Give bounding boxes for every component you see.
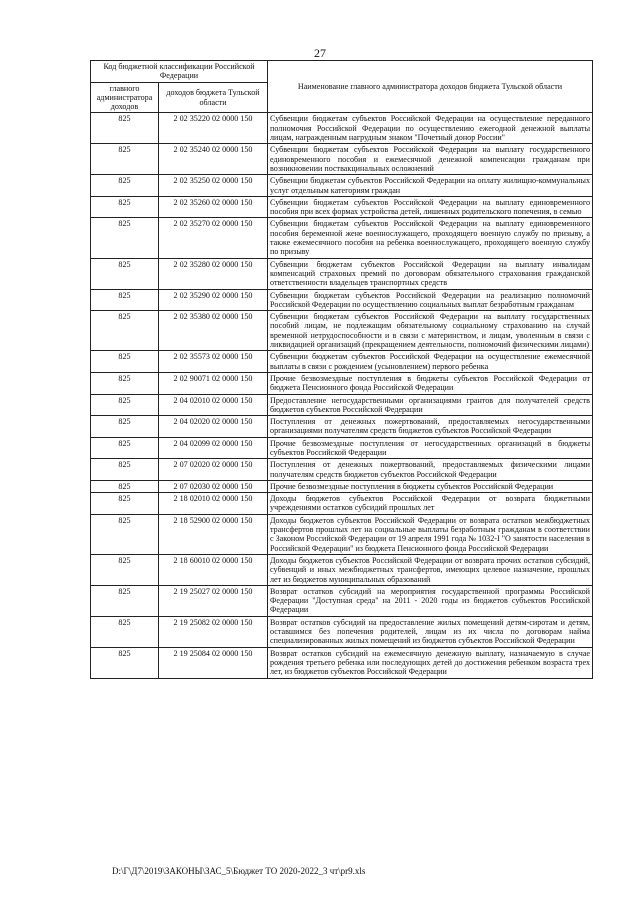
revenue-name-cell: Доходы бюджетов субъектов Российской Федерации от возврата бюджетными учреждениями остатков субсидий прошлых лет (268, 493, 593, 515)
revenue-name-cell: Субвенции бюджетам субъектов Российской Федерации на выплату инвалидам компенсаций страховых премий по договорам обязательного страхования гражданской ответственности владельцев транспортных средств (268, 258, 593, 289)
budget-code-cell: 2 19 25082 02 0000 150 (159, 616, 268, 647)
revenue-name-cell: Возврат остатков субсидий на ежемесячную денежную выплату, назначаемую в случае рождения третьего ребенка или последующих детей до достижения ребенком возраста трех лет, из бюджетов субъектов Российской Федерации (268, 647, 593, 678)
revenue-name-cell: Предоставление негосударственными организациями грантов для получателей средств бюджетов субъектов Российской Федерации (268, 394, 593, 416)
admin-code-cell: 825 (91, 258, 159, 289)
table-header (91, 61, 593, 113)
table-row (91, 144, 593, 175)
admin-code-cell: 825 (91, 647, 159, 678)
file-path-footer: D:\Г\Д7\2019\ЗАКОНЫ\ЗАС_5\Бюджет ТО 2020-2022_3 чт\pr9.xls (112, 866, 366, 876)
table-row (91, 514, 593, 554)
budget-code-cell: 2 02 90071 02 0000 150 (159, 372, 268, 394)
budget-code-cell: 2 18 02010 02 0000 150 (159, 493, 268, 515)
header-group: Код бюджетной классификации Российской Федерации (91, 61, 268, 83)
admin-code-cell: 825 (91, 144, 159, 175)
revenue-name-cell: Доходы бюджетов субъектов Российской Федерации от возврата остатков межбюджетных трансфертов прошлых лет на социальные выплаты безработным гражданам в соответствии с Законом Российской Федерации от 19 апреля 1991 года № 1032-I "О занятости населения в Российской Федерации" из бюджета Пенсионного фонда Российской Федерации (268, 514, 593, 554)
admin-code-cell: 825 (91, 554, 159, 585)
page-number: 27 (314, 46, 326, 60)
revenue-name-cell: Возврат остатков субсидий на предоставление жилых помещений детям-сиротам и детям, оставшимся без попечения родителей, лицам из их числа по договорам найма специализированных жилых помещений из бюджетов субъектов Российской Федерации (268, 616, 593, 647)
admin-code-cell: 825 (91, 311, 159, 351)
revenue-name-cell: Субвенции бюджетам субъектов Российской Федерации на выплату государственного единовременного пособия и ежемесячной денежной компенсации гражданам при возникновении поствакцинальных осложнений (268, 144, 593, 175)
budget-code-cell: 2 02 35380 02 0000 150 (159, 311, 268, 351)
admin-code-cell: 825 (91, 196, 159, 218)
admin-code-cell: 825 (91, 437, 159, 459)
table-row (91, 351, 593, 373)
table-row (91, 480, 593, 492)
table-row (91, 218, 593, 258)
admin-code-cell: 825 (91, 416, 159, 438)
budget-code-cell: 2 02 35260 02 0000 150 (159, 196, 268, 218)
table-row (91, 437, 593, 459)
budget-code-cell: 2 07 02030 02 0000 150 (159, 480, 268, 492)
budget-code-cell: 2 19 25084 02 0000 150 (159, 647, 268, 678)
header-name: Наименование главного администратора доходов бюджета Тульской области (268, 61, 593, 113)
table-row (91, 416, 593, 438)
table-body (91, 113, 593, 678)
admin-code-cell: 825 (91, 218, 159, 258)
revenue-name-cell: Прочие безвозмездные поступления от негосударственных организаций в бюджеты субъектов Российской Федерации (268, 437, 593, 459)
admin-code-cell: 825 (91, 585, 159, 616)
admin-code-cell: 825 (91, 289, 159, 311)
table-row (91, 585, 593, 616)
revenue-name-cell: Доходы бюджетов субъектов Российской Федерации от возврата прочих остатков субсидий, субвенций и иных межбюджетных трансфертов, имеющих целевое назначение, прошлых лет из бюджетов муниципальных образований (268, 554, 593, 585)
table-row (91, 175, 593, 197)
admin-code-cell: 825 (91, 480, 159, 492)
admin-code-cell: 825 (91, 394, 159, 416)
revenue-name-cell: Субвенции бюджетам субъектов Российской Федерации на выплату единовременного пособия беременной жене военнослужащего, проходящего военную службу по призыву, а также ежемесячного пособия на ребенка военнослужащего, проходящего военную службу по призыву (268, 218, 593, 258)
budget-code-cell: 2 02 35290 02 0000 150 (159, 289, 268, 311)
budget-code-cell: 2 02 35220 02 0000 150 (159, 113, 268, 144)
budget-code-cell: 2 02 35280 02 0000 150 (159, 258, 268, 289)
budget-code-cell: 2 02 35250 02 0000 150 (159, 175, 268, 197)
revenue-name-cell: Субвенции бюджетам субъектов Российской Федерации на осуществление переданного полномочия Российской Федерации по осуществлению ежегодной денежной выплаты лицам, награжденным нагрудным знаком "Почетный донор России" (268, 113, 593, 144)
revenue-name-cell: Прочие безвозмездные поступления в бюджеты субъектов Российской Федерации (268, 480, 593, 492)
admin-code-cell: 825 (91, 113, 159, 144)
budget-code-cell: 2 07 02020 02 0000 150 (159, 459, 268, 481)
revenue-name-cell: Субвенции бюджетам субъектов Российской Федерации на реализацию полномочий Российской Федерации по осуществлению социальных выплат безработным гражданам (268, 289, 593, 311)
table-row (91, 493, 593, 515)
table-row (91, 311, 593, 351)
table-row (91, 113, 593, 144)
admin-code-cell: 825 (91, 459, 159, 481)
revenue-name-cell: Поступления от денежных пожертвований, предоставляемых физическими лицами получателям средств бюджетов субъектов Российской Федерации (268, 459, 593, 481)
table-row (91, 394, 593, 416)
table-row (91, 372, 593, 394)
table-row (91, 196, 593, 218)
admin-code-cell: 825 (91, 175, 159, 197)
admin-code-cell: 825 (91, 372, 159, 394)
budget-code-cell: 2 19 25027 02 0000 150 (159, 585, 268, 616)
revenue-admin-table (90, 60, 593, 679)
table-row (91, 554, 593, 585)
admin-code-cell: 825 (91, 616, 159, 647)
header-code: доходов бюджета Тульской области (159, 82, 268, 113)
table-row (91, 616, 593, 647)
revenue-name-cell: Субвенции бюджетам субъектов Российской Федерации на выплату единовременного пособия при всех формах устройства детей, лишенных родительского попечения, в семью (268, 196, 593, 218)
table-row (91, 289, 593, 311)
budget-code-cell: 2 04 02020 02 0000 150 (159, 416, 268, 438)
revenue-name-cell: Субвенции бюджетам субъектов Российской Федерации на выплату государственных пособий лицам, не подлежащим обязательному социальному страхованию на случай временной нетрудоспособности и в связи с материнством, и лицам, уволенным в связи с ликвидацией организаций (прекращением деятельности, полномочий физическими лицами) (268, 311, 593, 351)
table-row (91, 459, 593, 481)
revenue-name-cell: Субвенции бюджетам субъектов Российской Федерации на осуществление ежемесячной выплаты в связи с рождением (усыновлением) первого ребенка (268, 351, 593, 373)
admin-code-cell: 825 (91, 514, 159, 554)
budget-code-cell: 2 18 60010 02 0000 150 (159, 554, 268, 585)
revenue-name-cell: Прочие безвозмездные поступления в бюджеты субъектов Российской Федерации от бюджета Пенсионного фонда Российской Федерации (268, 372, 593, 394)
revenue-name-cell: Субвенции бюджетам субъектов Российской Федерации на оплату жилищно-коммунальных услуг отдельным категориям граждан (268, 175, 593, 197)
revenue-name-cell: Возврат остатков субсидий на мероприятия государственной программы Российской Федерации "Доступная среда" на 2011 - 2020 годы из бюджетов субъектов Российской Федерации (268, 585, 593, 616)
budget-code-cell: 2 02 35573 02 0000 150 (159, 351, 268, 373)
budget-code-cell: 2 02 35240 02 0000 150 (159, 144, 268, 175)
admin-code-cell: 825 (91, 351, 159, 373)
admin-code-cell: 825 (91, 493, 159, 515)
budget-code-cell: 2 02 35270 02 0000 150 (159, 218, 268, 258)
budget-code-cell: 2 18 52900 02 0000 150 (159, 514, 268, 554)
budget-code-cell: 2 04 02010 02 0000 150 (159, 394, 268, 416)
budget-code-cell: 2 04 02099 02 0000 150 (159, 437, 268, 459)
revenue-name-cell: Поступления от денежных пожертвований, предоставляемых негосударственными организациями получателям средств бюджетов субъектов Российской Федерации (268, 416, 593, 438)
table-row (91, 647, 593, 678)
table-row (91, 258, 593, 289)
header-admin: главного администратора доходов (91, 82, 159, 113)
